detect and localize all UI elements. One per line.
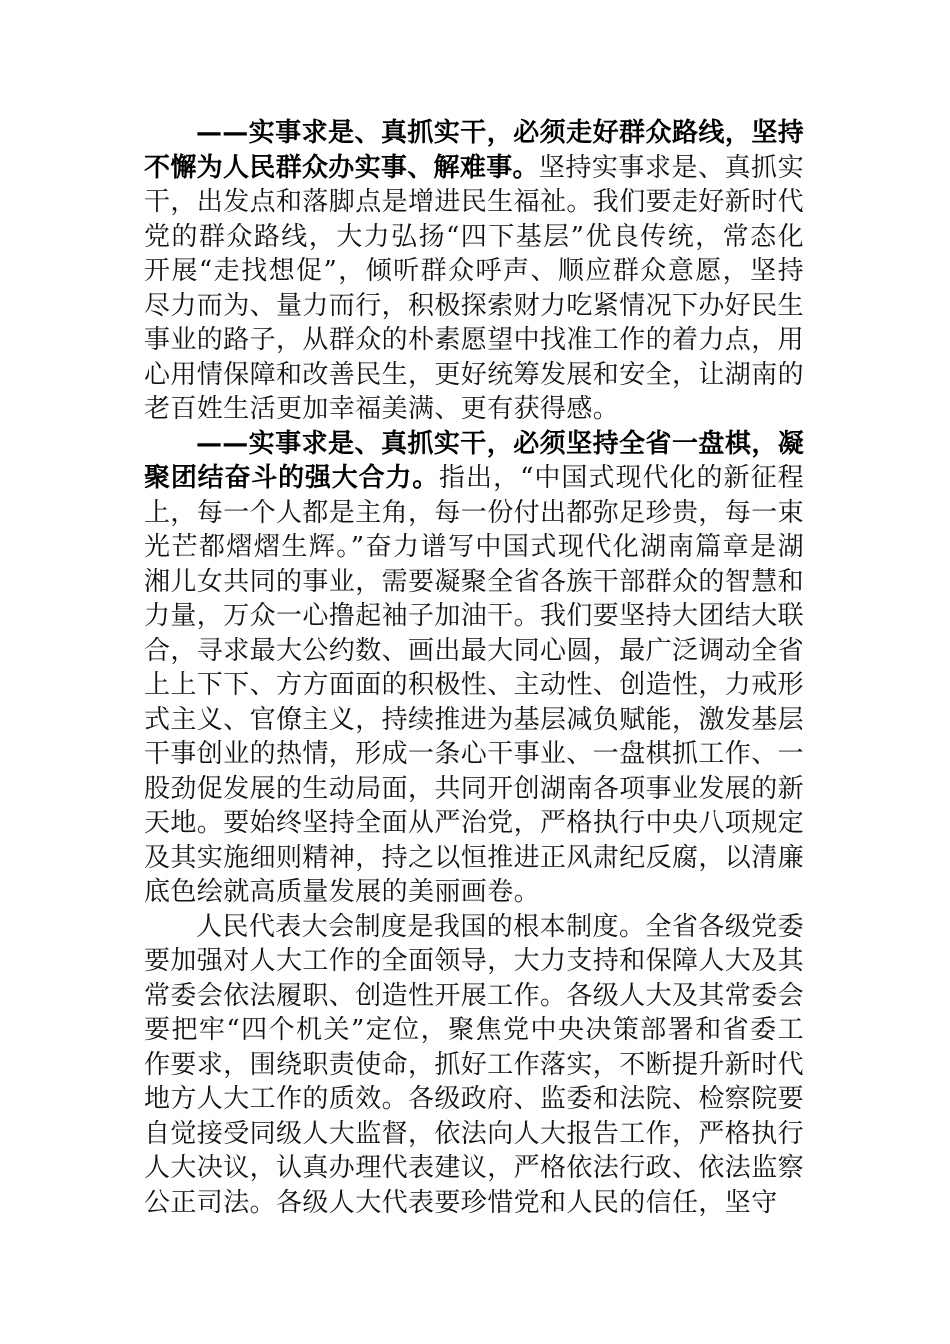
document-page: [144, 116, 804, 1220]
paragraph-2-body: 指出，“中国式现代化的新征程上，每一个人都是主角，每一份付出都弥足珍贵，每一束光芒都熠熠生辉。”奋力谱写中国式现代化湖南篇章是湖湘儿女共同的事业，需要凝聚全省各族干部群众的智慧和力量，万众一心撸起袖子加油干。我们要坚持大团结大联合，寻求最大公约数、画出最大同心圆，最广泛调动全省上上下下、方方面面的积极性、主动性、创造性，力戒形式主义、官僚主义，持续推进为基层减负赋能，激发基层干事创业的热情，形成一条心干事业、一盘棋抓工作、一股劲促发展的生动局面，共同开创湖南各项事业发展的新天地。要始终坚持全面从严治党，严格执行中央八项规定及其实施细则精神，持之以恒推进正风肃纪反腐，以清廉底色绘就高质量发展的美丽画卷。: [144, 463, 805, 907]
paragraph-1-lead: ——实事求是、真抓实干，必须走好群众路线，坚持不懈为人民群众办实事、解难事。: [144, 118, 804, 183]
paragraph-2-lead: ——实事求是、真抓实干，必须坚持全省一盘棋，凝聚团结奋斗的强大合力。: [144, 428, 804, 493]
paragraph-1-body: 坚持实事求是、真抓实干，出发点和落脚点是增进民生福祉。我们要走好新时代党的群众路线，大力弘扬“四下基层”优良传统，常态化开展“走找想促”，倾听群众呼声、顺应群众意愿，坚持尽力而为、量力而行，积极探索财力吃紧情况下办好民生事业的路子，从群众的朴素愿望中找准工作的着力点，用心用情保障和改善民生，更好统筹发展和安全，让湖南的老百姓生活更加幸福美满、更有获得感。: [144, 152, 805, 424]
paragraph-2: [144, 427, 804, 910]
paragraph-3: [144, 910, 804, 1221]
paragraph-3-body: 人民代表大会制度是我国的根本制度。全省各级党委要加强对人大工作的全面领导，大力支持和保障人大及其常委会依法履职、创造性开展工作。各级人大及其常委会要把牢“四个机关”定位，聚焦党中央决策部署和省委工作要求，围绕职责使命，抓好工作落实，不断提升新时代地方人大工作的质效。各级政府、监委和法院、检察院要自觉接受同级人大监督，依法向人大报告工作，严格执行人大决议，认真办理代表建议，严格依法行政、依法监察公正司法。各级人大代表要珍惜党和人民的信任，坚守: [144, 911, 805, 1218]
paragraph-1: [144, 116, 804, 427]
